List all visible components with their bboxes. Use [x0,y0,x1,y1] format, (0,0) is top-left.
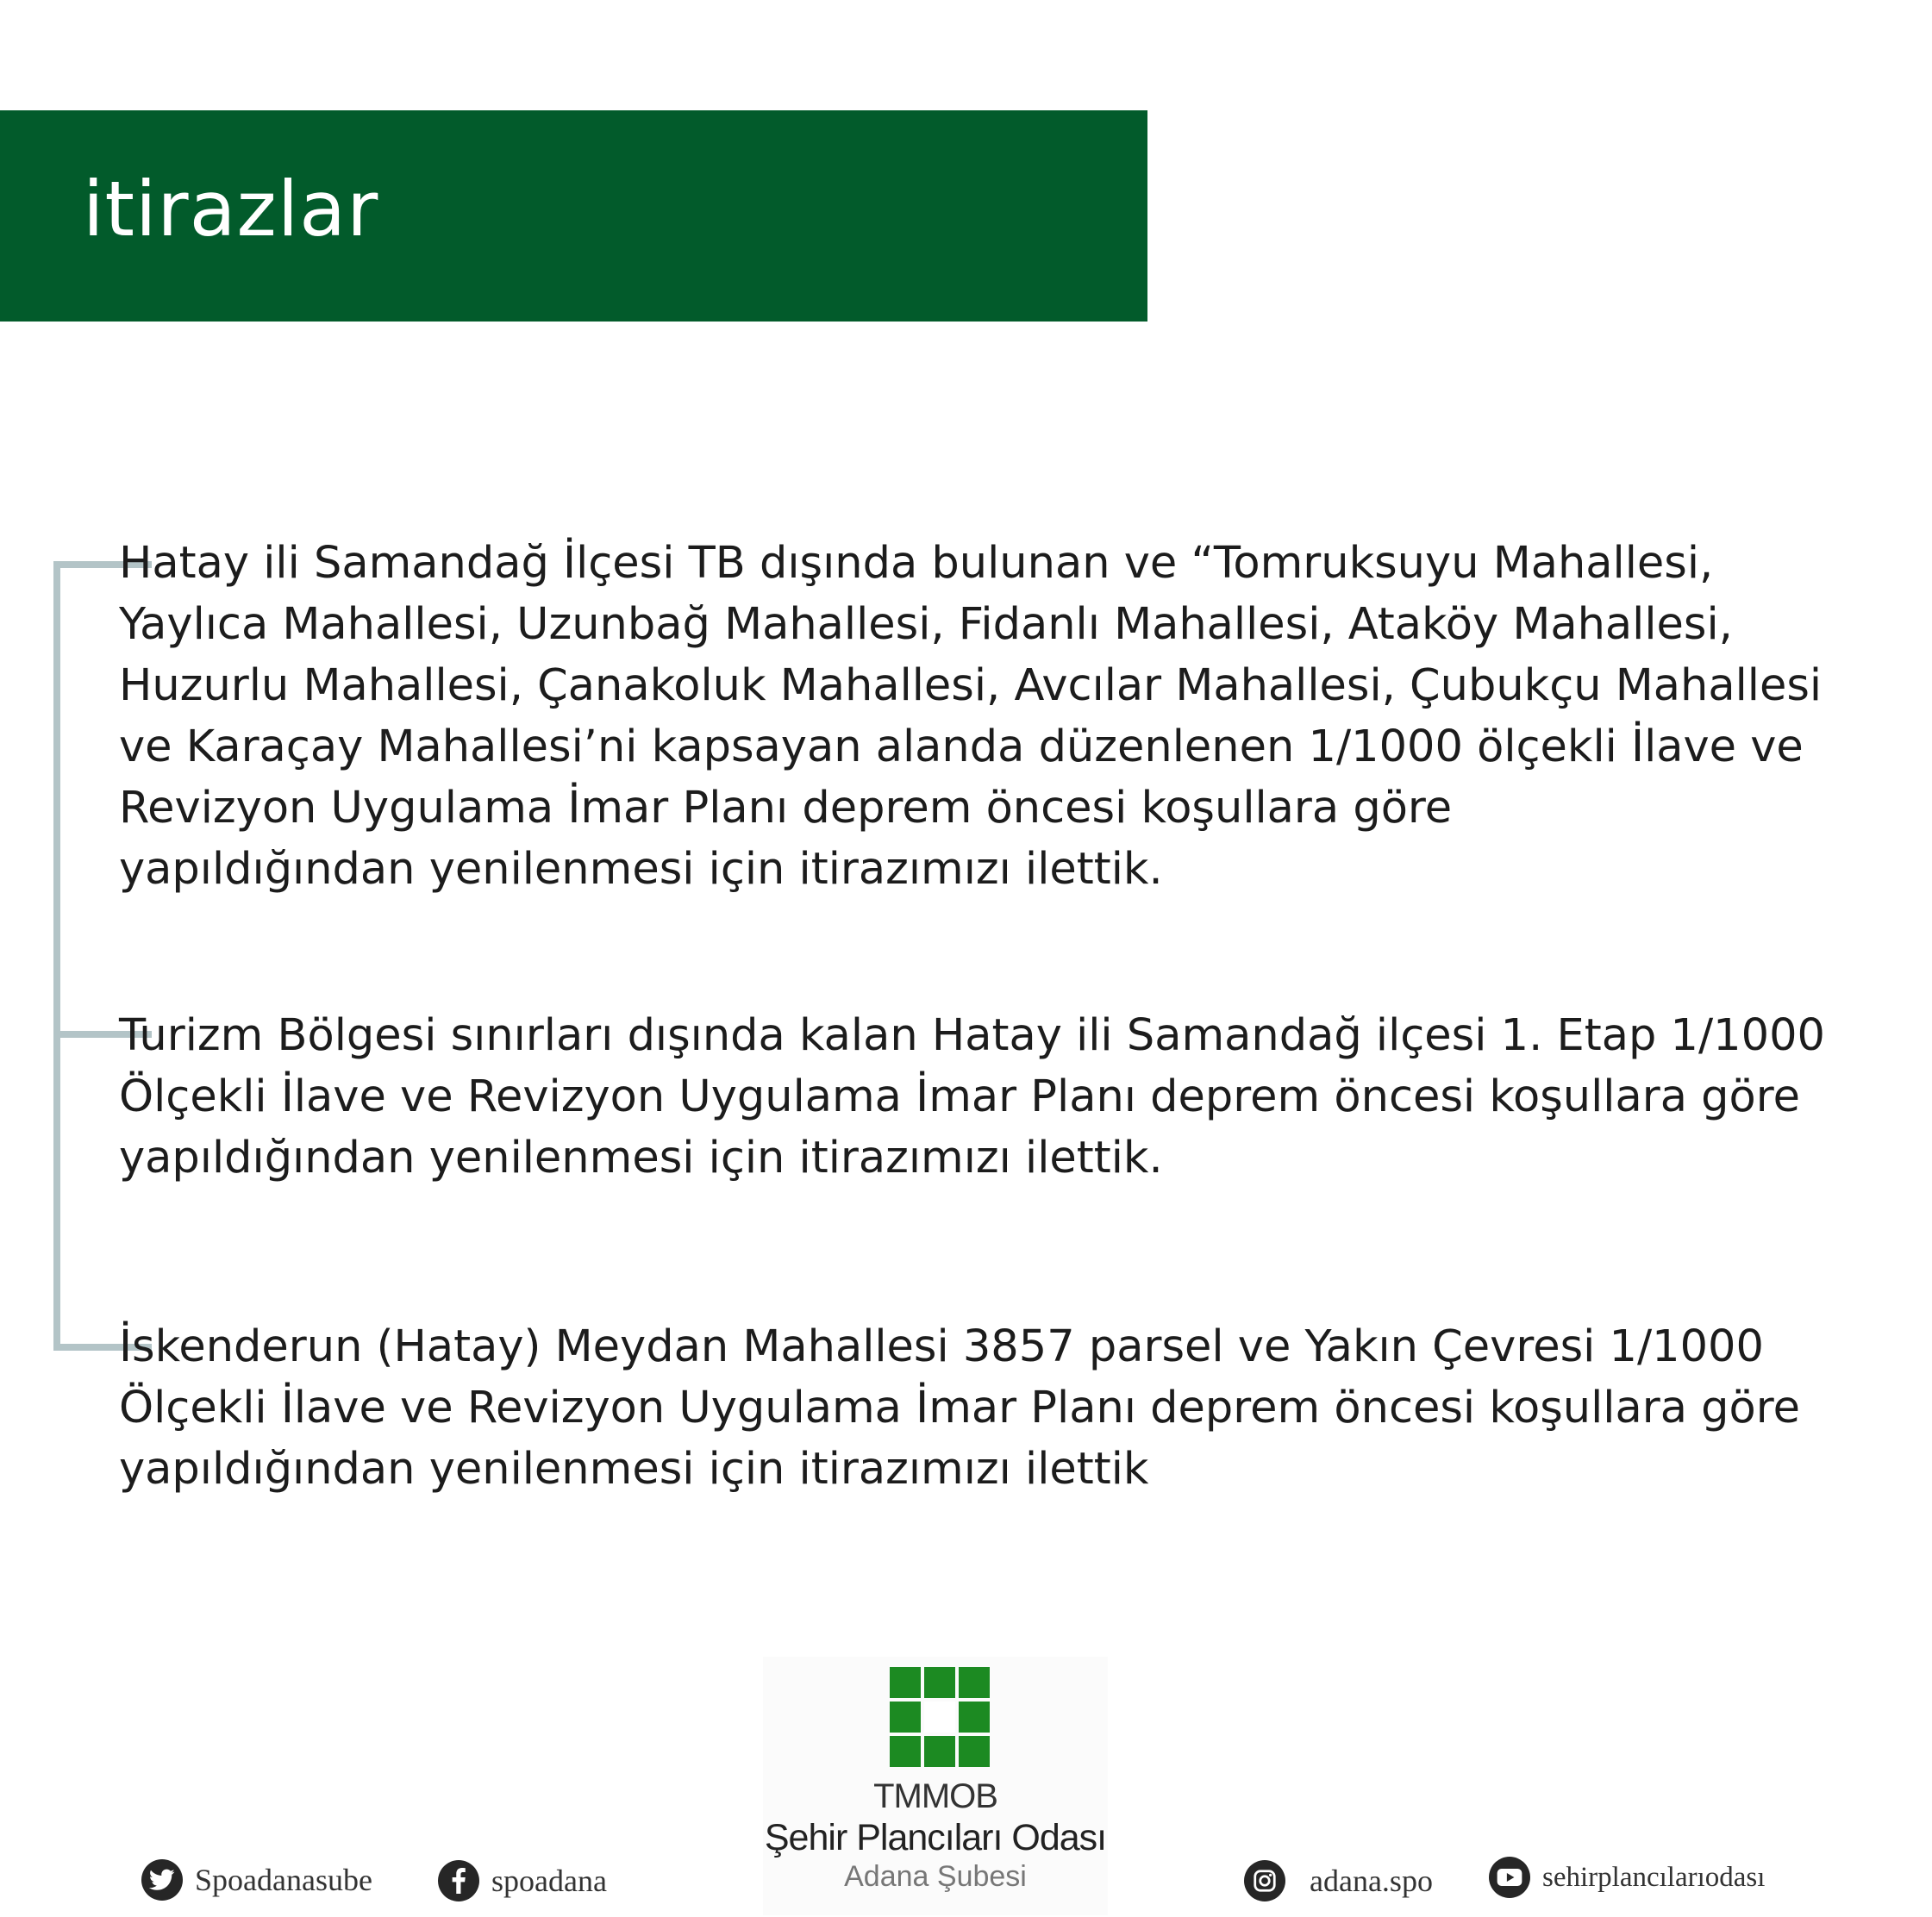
objection-item-3: İskenderun (Hatay) Meydan Mahallesi 3857 parsel ve Yakın Çevresi 1/1000 Ölçekli İlave ve Revizyon Uygulama İmar Planı deprem öncesi koşullara göre yapıldığından yenilenmesi için itirazımızı ilettik [119,1321,1800,1495]
objection-item-2: Turizm Bölgesi sınırları dışında kalan Hatay ili Samandağ ilçesi 1. Etap 1/1000 Ölçekli İlave ve Revizyon Uygulama İmar Planı deprem öncesi koşullara göre yapıldığından yenilenmesi için itirazımızı ilettik. [119,1010,1825,1183]
social-instagram-link[interactable] [1244,1860,1433,1901]
organization-logo [763,1657,1108,1915]
instagram-handle: adana.spo [1310,1864,1433,1898]
instagram-icon [1244,1860,1285,1901]
logo-org-name: Şehir Plancıları Odası [764,1817,1107,1858]
logo-tmmob: TMMOB [873,1777,997,1815]
social-twitter-link[interactable] [141,1859,372,1901]
twitter-handle: Spoadanasube [195,1863,372,1897]
twitter-icon [141,1859,183,1901]
page-title: itirazlar [83,165,379,253]
social-facebook-link[interactable] [438,1860,607,1901]
youtube-handle: sehirplancılarıodası [1542,1861,1766,1893]
facebook-handle: spoadana [491,1864,607,1898]
bracket-line [53,561,60,1351]
youtube-icon [1489,1857,1530,1898]
logo-branch: Adana Şubesi [844,1860,1027,1893]
objection-item-1: Hatay ili Samandağ İlçesi TB dışında bulunan ve “Tomruksuyu Mahallesi, Yaylıca Mahallesi, Uzunbağ Mahallesi, Fidanlı Mahallesi, Ataköy Mahallesi, Huzurlu Mahallesi, Çanakoluk Mahallesi, Avcılar Mahallesi, Çubukçu Mahallesi ve Karaçay Mahallesi’ni kapsayan alanda düzenlenen 1/1000 ölçekli İlave ve Revizyon Uygulama İmar Planı deprem öncesi koşullara göre yapıldığından yenilenmesi için itirazımızı ilettik. [119,538,1823,895]
social-youtube-link[interactable] [1489,1857,1765,1898]
facebook-icon [438,1860,479,1901]
logo-mark-icon [890,1667,990,1767]
